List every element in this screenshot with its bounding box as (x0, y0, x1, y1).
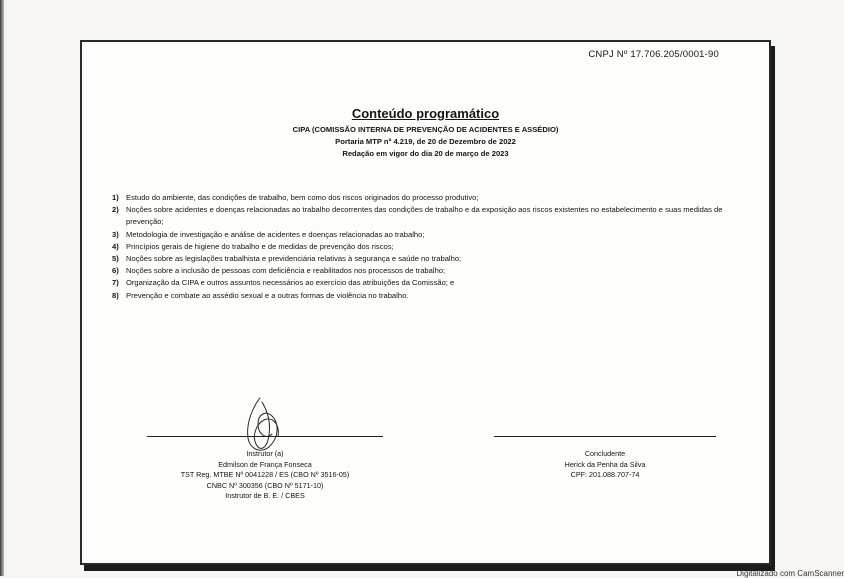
list-item (112, 290, 752, 302)
instructor-registration-cnbc: CNBC Nº 300356 (CBO Nº 5171-10) (206, 480, 324, 490)
instructor-role: Instrutor (a) (246, 449, 284, 458)
header-line-cipa: CIPA (COMISSÃO INTERNA DE PREVENÇÃO DE ACIDENTES E ASSÉDIO) (292, 125, 559, 134)
document-page (6, 0, 844, 576)
topic-number: 5) (112, 254, 119, 264)
header-line-redacao: Redação em vigor do dia 20 de março de 2023 (342, 149, 509, 158)
topics-list (112, 192, 752, 302)
instructor-block (147, 449, 383, 502)
topic-text: Noções sobre as legislações trabalhista e previdenciária relativas à segurança e saúde no trabalho; (126, 254, 462, 264)
cnpj-number: CNPJ Nº 17.706.205/0001-90 (588, 49, 719, 60)
instructor-signature-line (147, 436, 383, 437)
topic-text: Princípios gerais de higiene do trabalho e de medidas de prevenção dos riscos; (126, 241, 394, 251)
topic-number: 8) (112, 290, 119, 300)
graduate-name: Herick da Penha da Silva (564, 459, 646, 469)
instructor-title: Instrutor de B. E. / CBES (225, 491, 305, 501)
topic-text: Prevenção e combate ao assédio sexual e a outras formas de violência no trabalho. (126, 290, 409, 300)
topic-text: Metodologia de investigação e análise de acidentes e doenças relacionadas ao trabalho; (126, 229, 425, 239)
header-line-portaria: Portaria MTP nº 4.219, de 20 de Dezembro de 2022 (335, 137, 516, 146)
instructor-registration-tst: TST Reg. MTBE Nº 0041228 / ES (CBO Nº 3516-05) (180, 470, 350, 480)
topic-number: 2) (112, 205, 119, 215)
graduate-cpf: CPF: 201.088.707-74 (570, 470, 640, 480)
scan-left-edge (0, 0, 4, 576)
page-title: Conteúdo programático (351, 106, 500, 121)
graduate-signature-line (494, 436, 716, 437)
topic-number: 4) (112, 241, 119, 251)
list-item (112, 253, 752, 265)
scanner-watermark: Digitalizado com CamScanner (736, 569, 844, 578)
list-item (112, 265, 752, 277)
document-header (82, 106, 769, 160)
topic-number: 7) (112, 278, 119, 288)
list-item (112, 241, 752, 253)
topic-text: Organização da CIPA e outros assuntos necessários ao exercício das atribuições da Comissão; e (126, 278, 455, 288)
topic-text: Noções sobre a inclusão de pessoas com deficiência e reabilitados nos processos de trabalho; (126, 266, 446, 276)
graduate-role: Concludente (584, 449, 626, 458)
list-item (112, 192, 752, 204)
list-item (112, 204, 752, 228)
graduate-block (494, 449, 716, 481)
topic-number: 1) (112, 193, 119, 202)
topic-number: 6) (112, 266, 119, 276)
topic-text: Estudo do ambiente, das condições de trabalho, bem como dos riscos originados do processo produtivo; (126, 193, 479, 202)
list-item (112, 277, 752, 289)
list-item (112, 229, 752, 241)
topic-number: 3) (112, 229, 119, 239)
certificate-frame (80, 40, 771, 565)
topic-text: Noções sobre acidentes e doenças relacionadas ao trabalho decorrentes das condições de trabalho e da exposição aos riscos existentes no estabelecimento e suas medidas de prevenção; (126, 205, 723, 227)
instructor-name: Edmilson de França Fonseca (218, 459, 312, 469)
